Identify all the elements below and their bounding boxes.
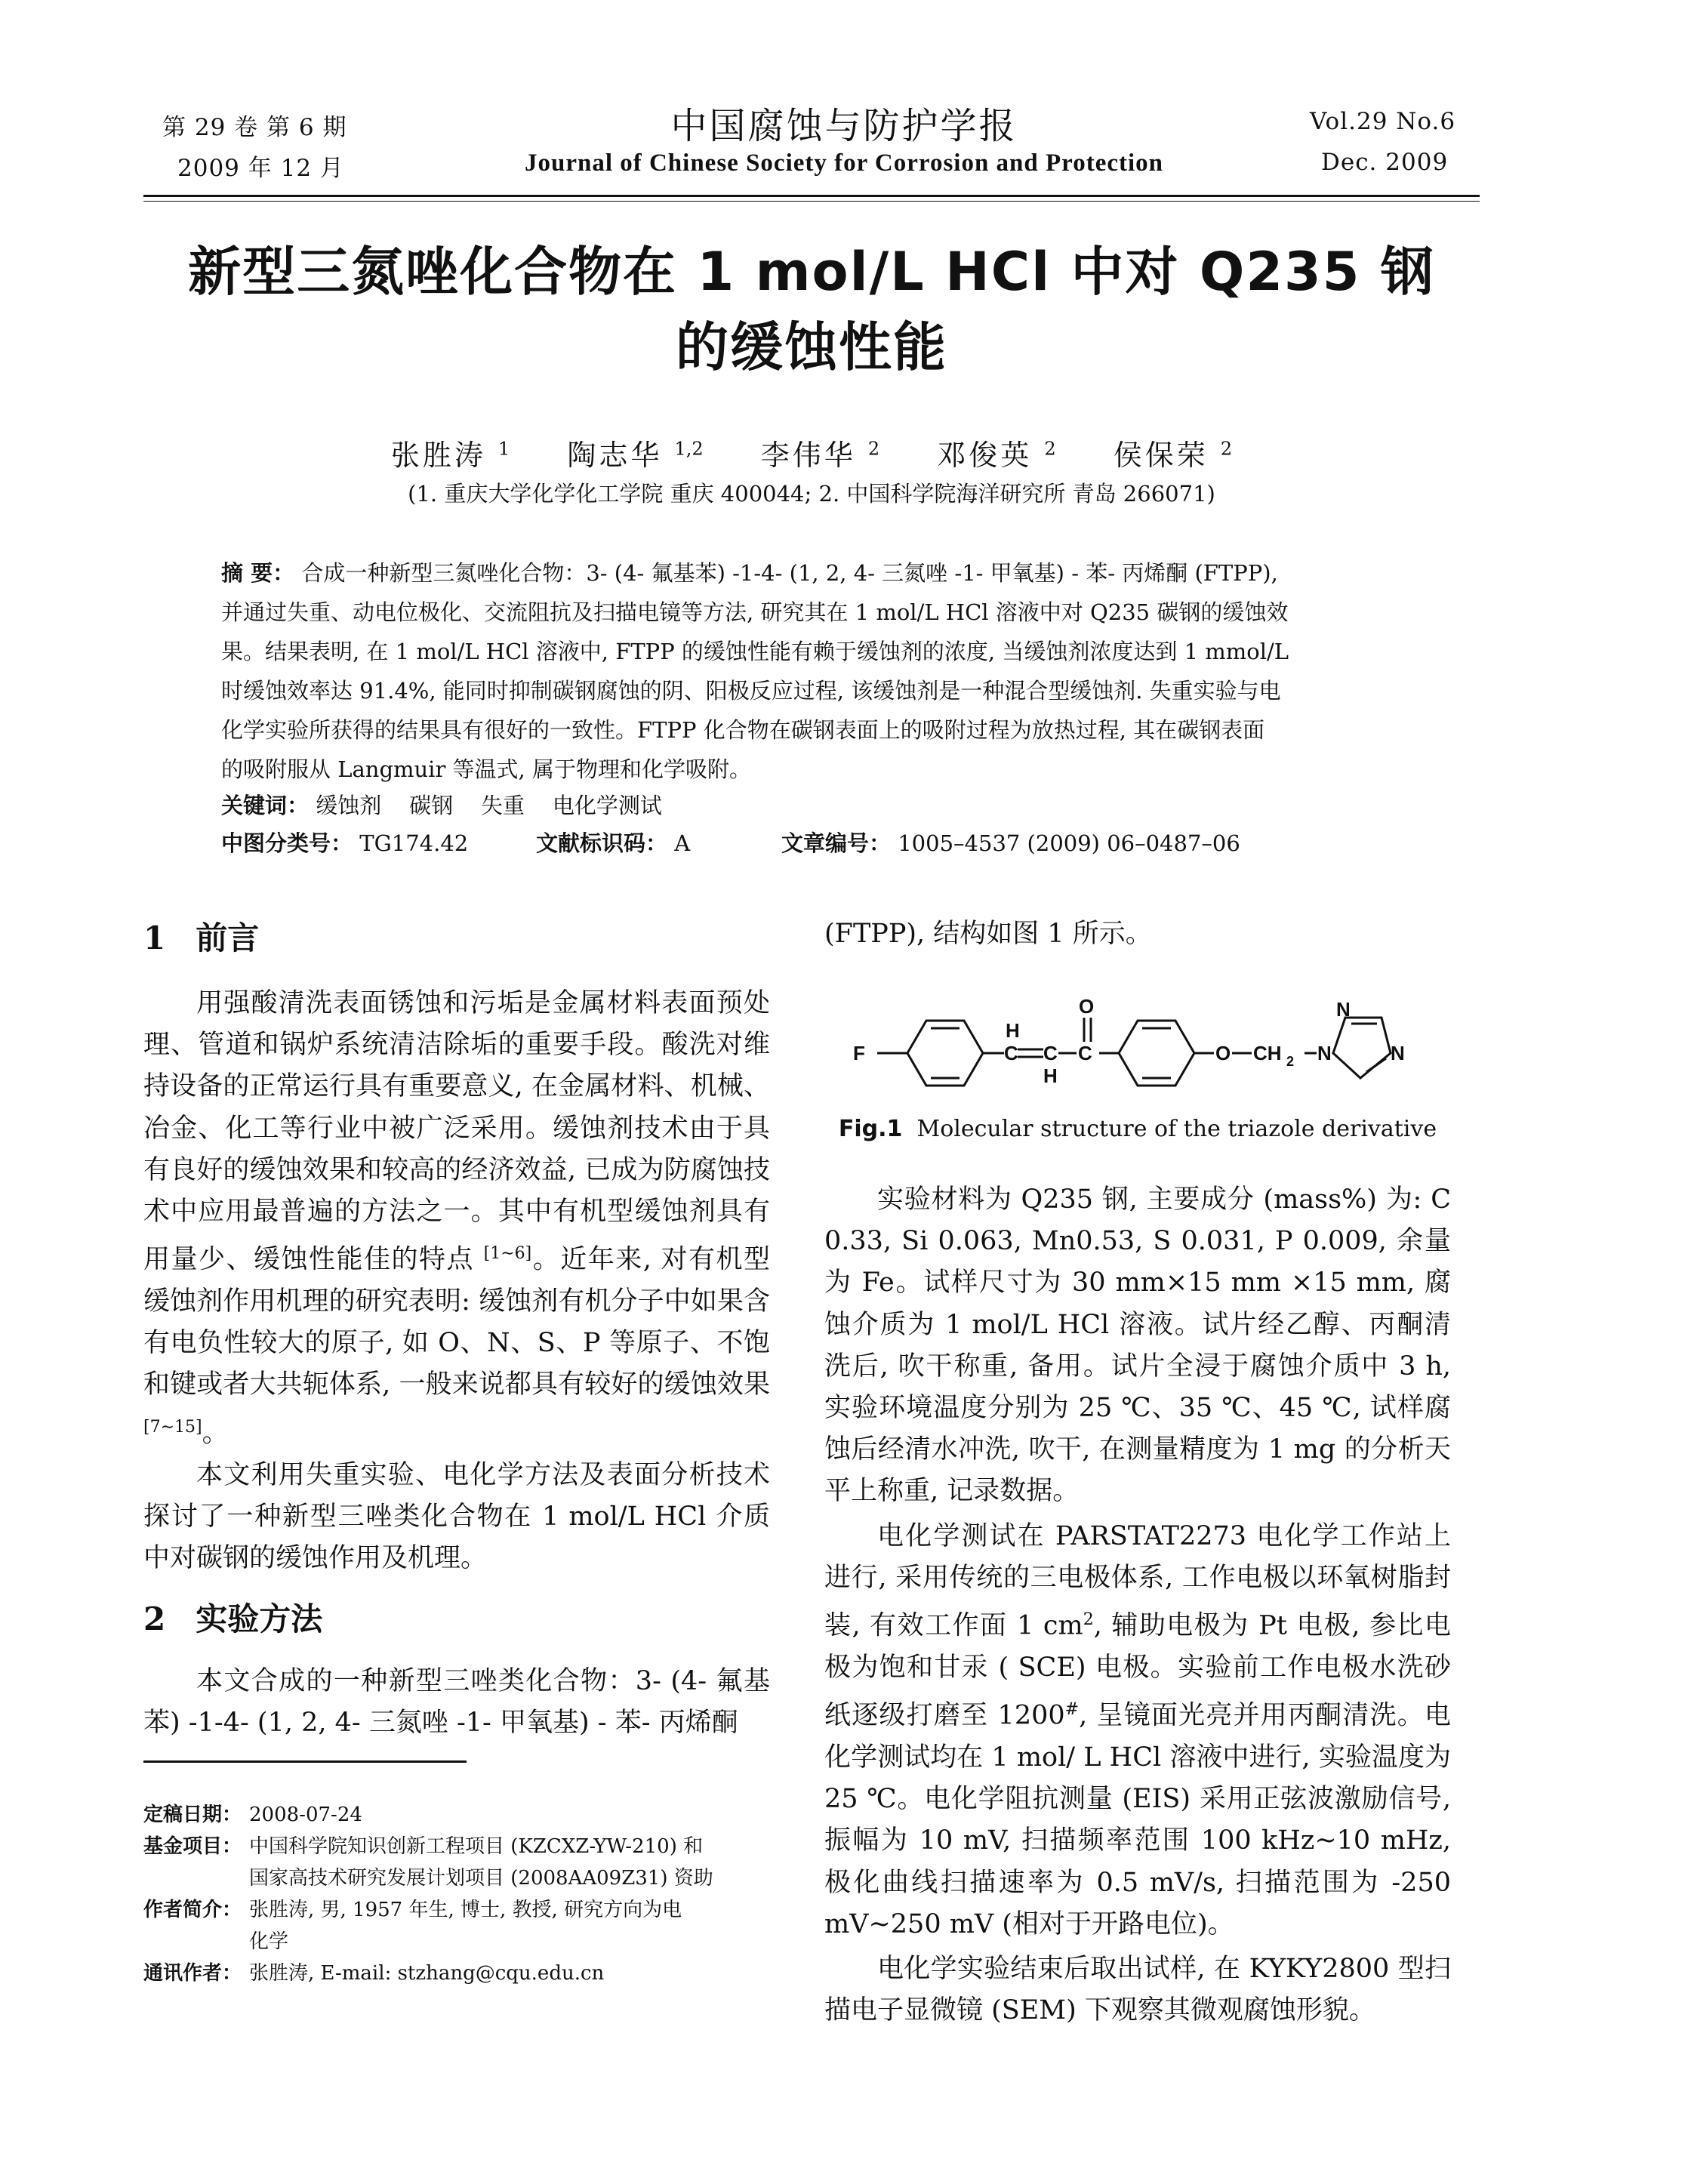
methods-body-left: 本文合成的一种新型三唑类化合物：3- (4- 氟基苯) -1-4- (1, 2, 4- 三氮唑 -1- 甲氧基) - 苯- 丙烯酮 (143, 1666, 770, 1739)
subscript-2: 2 (1286, 1054, 1295, 1069)
atom-c: C (1078, 1042, 1092, 1064)
keywords: 关键词： 缓蚀剂 碳钢 失重 电化学测试 (221, 793, 662, 818)
header-date-cn: 2009 年 12 月 (177, 155, 344, 182)
methods-body-right: 实验材料为 Q235 钢, 主要成分 (mass%) 为: C 0.33, Si 0.063, Mn0.53, S 0.031, P 0.009, 余量为 Fe。试样尺寸为 30 mm×15 mm ×15 mm, 腐蚀介质为 1 mol/L HCl 溶液。试片经乙醇、丙酮清洗后, 吹干称重, 备用。试片全浸于腐蚀介质中 3 h, 实验环境温度分别为 25 ℃、35 ℃、45 ℃, 试样腐蚀后经清水冲洗, 吹干, 在测量精度为 1 mg 的分析天平上称重, 记录数据。 电化学测试在 PARSTAT2273 电化学工作站上进行, 采用传统的三电极体系, 工作电极以环氧树脂封装, 有效工作面 1 $cm^2$, 辅助电极为 Pt 电极, 参比电极为饱和甘汞 ( SCE) 电极。实验前工作电极水洗砂纸逐级打磨至 1200#, 呈镜面光亮并用丙酮清洗。电化学测试均在 1 mol/ L HCl 溶液中进行, 实验温度为 25 ℃。电化学阻抗测量 (EIS) 采用正弦波激励信号, 振幅为 10 mV, 扫描频率范围 100 kHz∼10 mHz, 极化曲线扫描速率为 0.5 mV/s, 扫描范围为 -250 mV∼250 mV (相对于开路电位)。 电化学实验结束后取出试样, 在 KYKY2800 型扫描电子显微镜 (SEM) 下观察其微观腐蚀形貌。 (824, 1184, 1452, 2026)
footnotes: 定稿日期： 2008-07-24 基金项目： 中国科学院知识创新工程项目 (KZCXZ-YW-210) 和 国家高技术研究发展计划项目 (2008AA09Z31) 资助 作者简介： 张胜涛, 男, 1957 年生, 博士, 教授, 研究方向为电 化学 通讯作者： 张胜涛, E-mail: stzhang@cqu.edu.cn (143, 1799, 770, 1989)
atom-o: O (1215, 1042, 1231, 1064)
footnote-author-bio: 作者简介： 张胜涛, 男, 1957 年生, 博士, 教授, 研究方向为电 (143, 1899, 682, 1921)
atom-c: C (1043, 1042, 1058, 1064)
section-1-heading: 1 前言 (143, 919, 260, 956)
atom-h: H (1043, 1064, 1058, 1087)
article-number: 文章编号： 1005–4537 (2009) 06–0487–06 (781, 830, 1240, 856)
author: 陶志华 $^{1,2}$ (567, 438, 704, 472)
atom-n: N (1391, 1042, 1405, 1064)
footnote-rule (143, 1760, 467, 1763)
footnote-received: 定稿日期： 2008-07-24 (143, 1804, 362, 1826)
doc-code: 文献标识码： A (536, 830, 691, 856)
intro-body: 用强酸清洗表面锈蚀和污垢是金属材料表面预处理、管道和锅炉系统清洁除垢的重要手段。酸洗对维持设备的正常运行具有重要意义, 在金属材料、机械、冶金、化工等行业中被广泛采用。缓蚀剂技术由于具有良好的缓蚀效果和较高的经济效益, 已成为防腐蚀技术中应用最普遍的方法之一。其中有机型缓蚀剂具有用量少、缓蚀性能佳的特点 [1∼6]。近年来, 对有机型缓蚀剂作用机理的研究表明: 缓蚀剂有机分子中如果含有电负性较大的原子, 如 O、N、S、P 等原子、不饱和键或者大共轭体系, 一般来说都具有较好的缓蚀效果 [7∼15]。 本文利用失重实验、电化学方法及表面分析技术探讨了一种新型三唑类化合物在 1 mol/L HCl 介质中对碳钢的缓蚀作用及机理。 (143, 988, 770, 1573)
header-date-en: Dec. 2009 (1321, 149, 1449, 176)
ftpp-continuation: (FTPP), 结构如图 1 所示。 (824, 919, 1152, 949)
footnote-correspondence: 通讯作者： 张胜涛, E-mail: stzhang@cqu.edu.cn (143, 1962, 605, 1985)
author: 邓俊英 $^2$ (937, 438, 1056, 472)
author: 侯保荣 $^2$ (1113, 438, 1233, 472)
author: 李伟华 $^2$ (760, 438, 880, 472)
abstract: 摘 要： 合成一种新型三氮唑化合物：3- (4- 氟基苯) -1-4- (1, 2, 4- 三氮唑 -1- 甲氧基) - 苯- 丙烯酮 (FTPP), 并通过失重、动电位极化、交流阻抗及扫描电镜等方法, 研究其在 1 mol/L HCl 溶液中对 Q235 碳钢的缓蚀效 果。结果表明, 在 1 mol/L HCl 溶液中, FTPP 的缓蚀性能有赖于缓蚀剂的浓度, 当缓蚀剂浓度达到 1 mmol/L 时缓蚀效率达 91.4%, 能同时抑制碳钢腐蚀的阴、阳极反应过程, 该缓蚀剂是一种混合型缓蚀剂. 失重实验与电 化学实验所获得的结果具有很好的一致性。FTPP 化合物在碳钢表面上的吸附过程为放热过程, 其在碳钢表面 的吸附服从 Langmuir 等温式, 属于物理和化学吸附。 (221, 560, 1289, 782)
paper-title-line2: 的缓蚀性能 (676, 316, 947, 378)
author-list (143, 432, 1480, 473)
atom-c: C (1004, 1042, 1018, 1064)
atom-n: N (1336, 998, 1351, 1021)
atom-o: O (1079, 995, 1095, 1018)
header-volume-en: Vol.29 No.6 (1310, 108, 1456, 135)
figure-1-caption: Fig.1 Molecular structure of the triazole derivative (838, 1116, 1437, 1142)
affiliation: (1. 重庆大学化学化工学院 重庆 400044; 2. 中国科学院海洋研究所 青岛 266071) (408, 481, 1215, 507)
atom-n: N (1317, 1042, 1332, 1064)
journal-title-cn: 中国腐蚀与防护学报 (670, 105, 1018, 147)
abstract-label: 摘 要： (221, 560, 295, 586)
footnote-funding: 基金项目： 中国科学院知识创新工程项目 (KZCXZ-YW-210) 和 (143, 1835, 704, 1858)
group-ch2: CH (1253, 1042, 1282, 1064)
header-rule-bottom (143, 201, 1480, 202)
figure-1-molecule (853, 989, 1412, 1117)
author: 张胜涛 $^1$ (390, 438, 510, 472)
paper-title-line1: 新型三氮唑化合物在 1 mol/L HCl 中对 Q235 钢 (188, 241, 1435, 303)
header-volume-cn: 第 29 卷 第 6 期 (162, 114, 347, 141)
journal-title-en: Journal of Chinese Society for Corrosion and Protection (524, 149, 1164, 177)
atom-f: F (853, 1042, 865, 1064)
section-2-heading: 2 实验方法 (143, 1600, 323, 1637)
clc-number: 中图分类号： TG174.42 (221, 830, 469, 856)
atom-h: H (1006, 1019, 1020, 1042)
header-rule-top (143, 195, 1480, 197)
